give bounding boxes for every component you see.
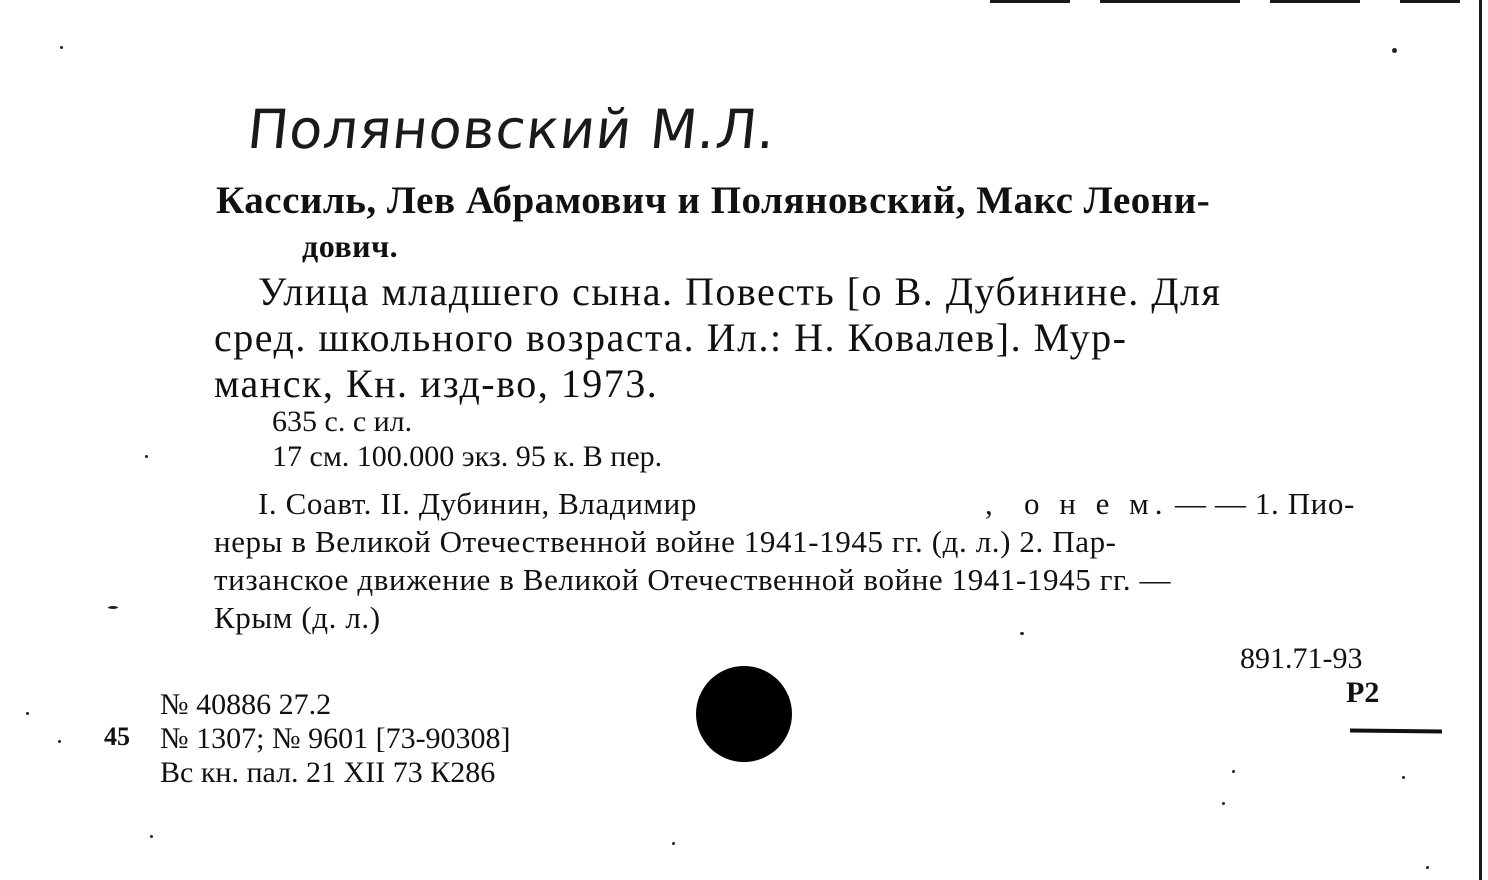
title-line-3: манск, Кн. изд-во, 1973. xyxy=(214,361,659,406)
speck xyxy=(1392,48,1397,53)
speck xyxy=(145,455,148,458)
handwritten-name: Поляновский М.Л. xyxy=(244,98,780,161)
speck xyxy=(1402,776,1405,779)
tracing-line-3: тизанское движение в Великой Отечественной войне 1941-1945 гг. — xyxy=(214,562,1172,597)
tracing-spaced-word: о н е м. xyxy=(1024,486,1169,521)
speck xyxy=(1232,770,1235,773)
card-right-edge xyxy=(1479,0,1482,880)
card-top-edge xyxy=(1100,0,1240,3)
speck xyxy=(150,835,153,838)
title-line-1: Улица младшего сына. Повесть [о В. Дубинине. Для xyxy=(258,269,1222,314)
speck xyxy=(1222,802,1225,805)
punch-hole xyxy=(696,666,792,762)
speck xyxy=(108,606,118,609)
card-top-edge xyxy=(1270,0,1360,3)
author-heading: Кассиль, Лев Абрамович и Поляновский, Макс Леони- xyxy=(216,179,1211,222)
tracing-line-2: неры в Великой Отечественной войне 1941-1945 гг. (д. л.) 2. Пар- xyxy=(214,524,1117,559)
speck xyxy=(58,740,61,743)
classification-rule xyxy=(1350,729,1442,734)
title-line-2: сред. школьного возраста. Ил.: Н. Ковалев]. Мур- xyxy=(214,315,1128,360)
udc-number: 891.71-93 xyxy=(1240,642,1363,675)
tracing-line-4: Крым (д. л.) xyxy=(214,600,381,635)
collation-pages: 635 с. с ил. xyxy=(272,405,413,438)
registry-line-1: № 40886 27.2 xyxy=(160,688,332,721)
tracing-comma: , xyxy=(985,486,994,521)
speck xyxy=(1426,866,1429,869)
registry-line-2: № 1307; № 9601 [73-90308] xyxy=(160,722,511,755)
speck xyxy=(60,46,63,49)
speck xyxy=(26,712,29,715)
author-heading-cont: дович. xyxy=(302,228,399,264)
registry-line-3: Вс кн. пал. 21 XII 73 К286 xyxy=(160,756,496,789)
tracing-line-1: I. Соавт. II. Дубинин, Владимир xyxy=(258,486,697,521)
speck xyxy=(672,842,675,845)
card-top-edge xyxy=(1400,0,1460,3)
classification-code: Р2 xyxy=(1346,676,1380,709)
registry-prefix: 45 xyxy=(104,722,130,751)
speck xyxy=(1020,632,1024,635)
tracing-line-1-end: — — 1. Пио- xyxy=(1175,486,1355,521)
card-top-edge xyxy=(990,0,1070,3)
collation-size: 17 см. 100.000 экз. 95 к. В пер. xyxy=(272,440,663,473)
